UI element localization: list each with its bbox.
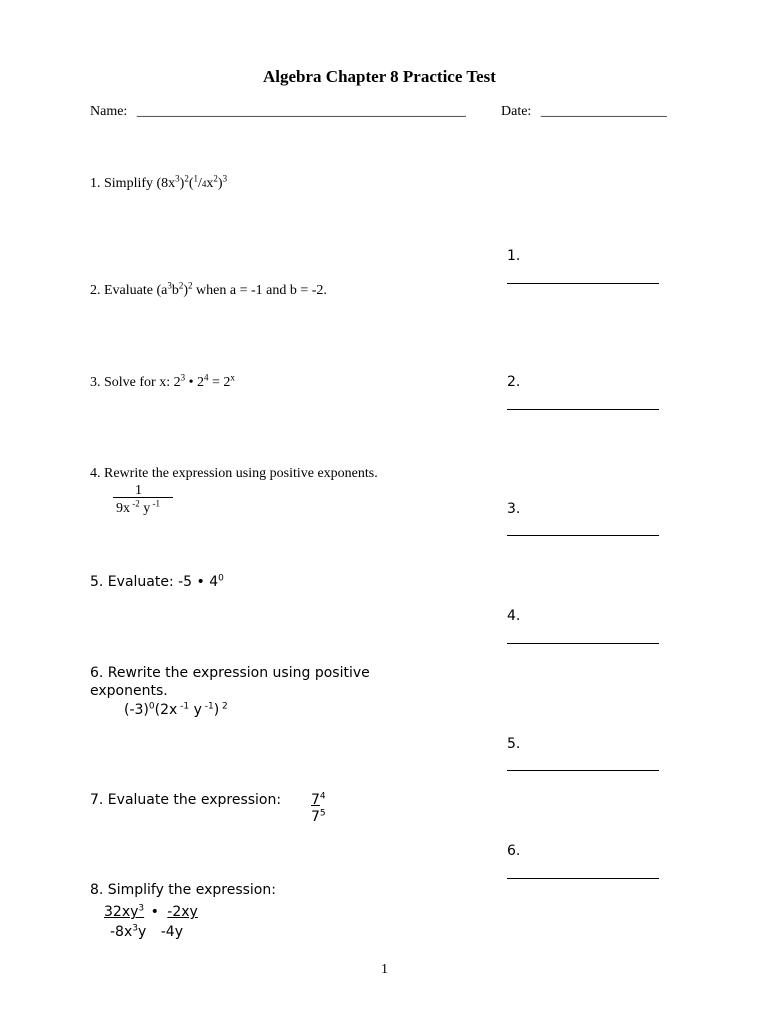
page-number: 1	[381, 962, 388, 977]
q1-frac-den: 4	[201, 179, 207, 189]
date-label: Date:	[501, 104, 532, 119]
q4-fraction-denominator	[116, 498, 160, 517]
answer-label-4: 4.	[507, 608, 521, 624]
q6-expr-text: y	[189, 702, 202, 718]
q1-exp: 3	[222, 173, 228, 184]
answer-blank-2[interactable]	[507, 409, 659, 410]
q5-text: 5. Evaluate: -5 • 4	[90, 574, 219, 590]
answer-label-1: 1.	[507, 248, 521, 264]
q8-den-1-text: -8x	[110, 924, 133, 940]
q7-den-exp: 5	[319, 808, 326, 819]
q6-expr-text: (2x	[154, 702, 178, 718]
date-blank: __________________	[540, 104, 667, 119]
q8-exp: 3	[132, 923, 138, 934]
answer-blank-5[interactable]	[507, 770, 659, 771]
q7-den-base: 7	[311, 809, 320, 825]
q6-expr-text: (-3)	[124, 702, 149, 718]
question-8: 8. Simplify the expression:	[90, 882, 276, 898]
q3-text: • 2	[185, 375, 205, 390]
q8-exp: 3	[138, 903, 145, 914]
q6-exp: 0	[148, 701, 155, 712]
q8-denominators	[110, 924, 183, 940]
question-6-line-1: 6. Rewrite the expression using positive	[90, 665, 370, 681]
date-field[interactable]	[501, 104, 667, 120]
question-2	[90, 280, 327, 299]
q6-exp: -1	[201, 701, 214, 712]
q6-expr-text: )	[213, 702, 220, 718]
q3-exp: x	[230, 372, 235, 383]
q2-text: b	[171, 283, 179, 298]
q3-text: 3. Solve for x: 2	[90, 375, 181, 390]
q4-exp: -1	[150, 498, 160, 509]
q8-den-1	[110, 924, 146, 940]
q1-exp: 2	[213, 173, 218, 184]
q2-exp: 2	[188, 280, 193, 291]
name-field[interactable]	[90, 104, 466, 120]
name-label: Name:	[90, 104, 128, 119]
answer-blank-3[interactable]	[507, 535, 659, 536]
answer-label-2: 2.	[507, 374, 521, 390]
q3-text: = 2	[208, 375, 231, 390]
q2-text: )	[183, 283, 189, 298]
q1-exp: 2	[184, 173, 189, 184]
q4-fraction-numerator: 1	[135, 483, 142, 498]
q8-num-1-text: 32xy	[104, 904, 139, 920]
page-title: Algebra Chapter 8 Practice Test	[263, 67, 496, 86]
answer-blank-6[interactable]	[507, 878, 659, 879]
q1-text: 1. Simplify (8x	[90, 176, 176, 191]
q7-num-exp: 4	[319, 791, 326, 802]
q3-exp: 4	[204, 372, 209, 383]
question-4: 4. Rewrite the expression using positive exponents.	[90, 466, 378, 481]
q1-text: x	[206, 176, 214, 191]
q4-den-text: y	[139, 501, 151, 516]
q4-fraction-bar	[113, 497, 173, 498]
q7-fraction-denominator	[311, 809, 326, 825]
q6-expression	[124, 702, 228, 718]
question-1	[90, 173, 228, 192]
q8-num-2: -2xy	[167, 904, 198, 920]
q7-fraction-numerator	[311, 792, 326, 808]
q6-exp: -1	[177, 701, 190, 712]
q8-numerators	[104, 904, 198, 920]
q1-text: )	[179, 176, 185, 191]
answer-blank-4[interactable]	[507, 643, 659, 644]
q8-den-1-text: y	[137, 924, 147, 940]
q2-text: 2. Evaluate (a	[90, 283, 168, 298]
question-6-line-2: exponents.	[90, 683, 168, 699]
q8-den-2: -4y	[160, 924, 183, 940]
question-5	[90, 574, 224, 590]
question-3	[90, 372, 235, 391]
q1-frac-slash: /	[198, 176, 202, 191]
name-blank: _______________________________________________	[136, 104, 466, 119]
q2-exp: 3	[167, 280, 172, 291]
q3-exp: 3	[180, 372, 186, 383]
answer-label-3: 3.	[507, 501, 521, 517]
q4-exp: -2	[130, 498, 140, 509]
answer-label-5: 5.	[507, 736, 521, 752]
q7-num-base: 7	[311, 792, 320, 808]
q1-text: )	[217, 176, 223, 191]
q2-exp: 2	[178, 280, 184, 291]
answer-blank-1[interactable]	[507, 283, 659, 284]
q2-text: when a = -1 and b = -2.	[192, 283, 327, 298]
q1-exp: 3	[175, 173, 180, 184]
q8-dot: •	[150, 904, 159, 920]
q5-exp: 0	[218, 573, 224, 584]
question-7: 7. Evaluate the expression:	[90, 792, 282, 808]
q8-num-1	[104, 904, 144, 920]
q1-frac-num: 1	[193, 173, 199, 184]
q4-den-text: 9x	[116, 501, 130, 516]
answer-label-6: 6.	[507, 843, 521, 859]
q1-text: (	[188, 176, 194, 191]
q6-exp: 2	[219, 701, 228, 712]
